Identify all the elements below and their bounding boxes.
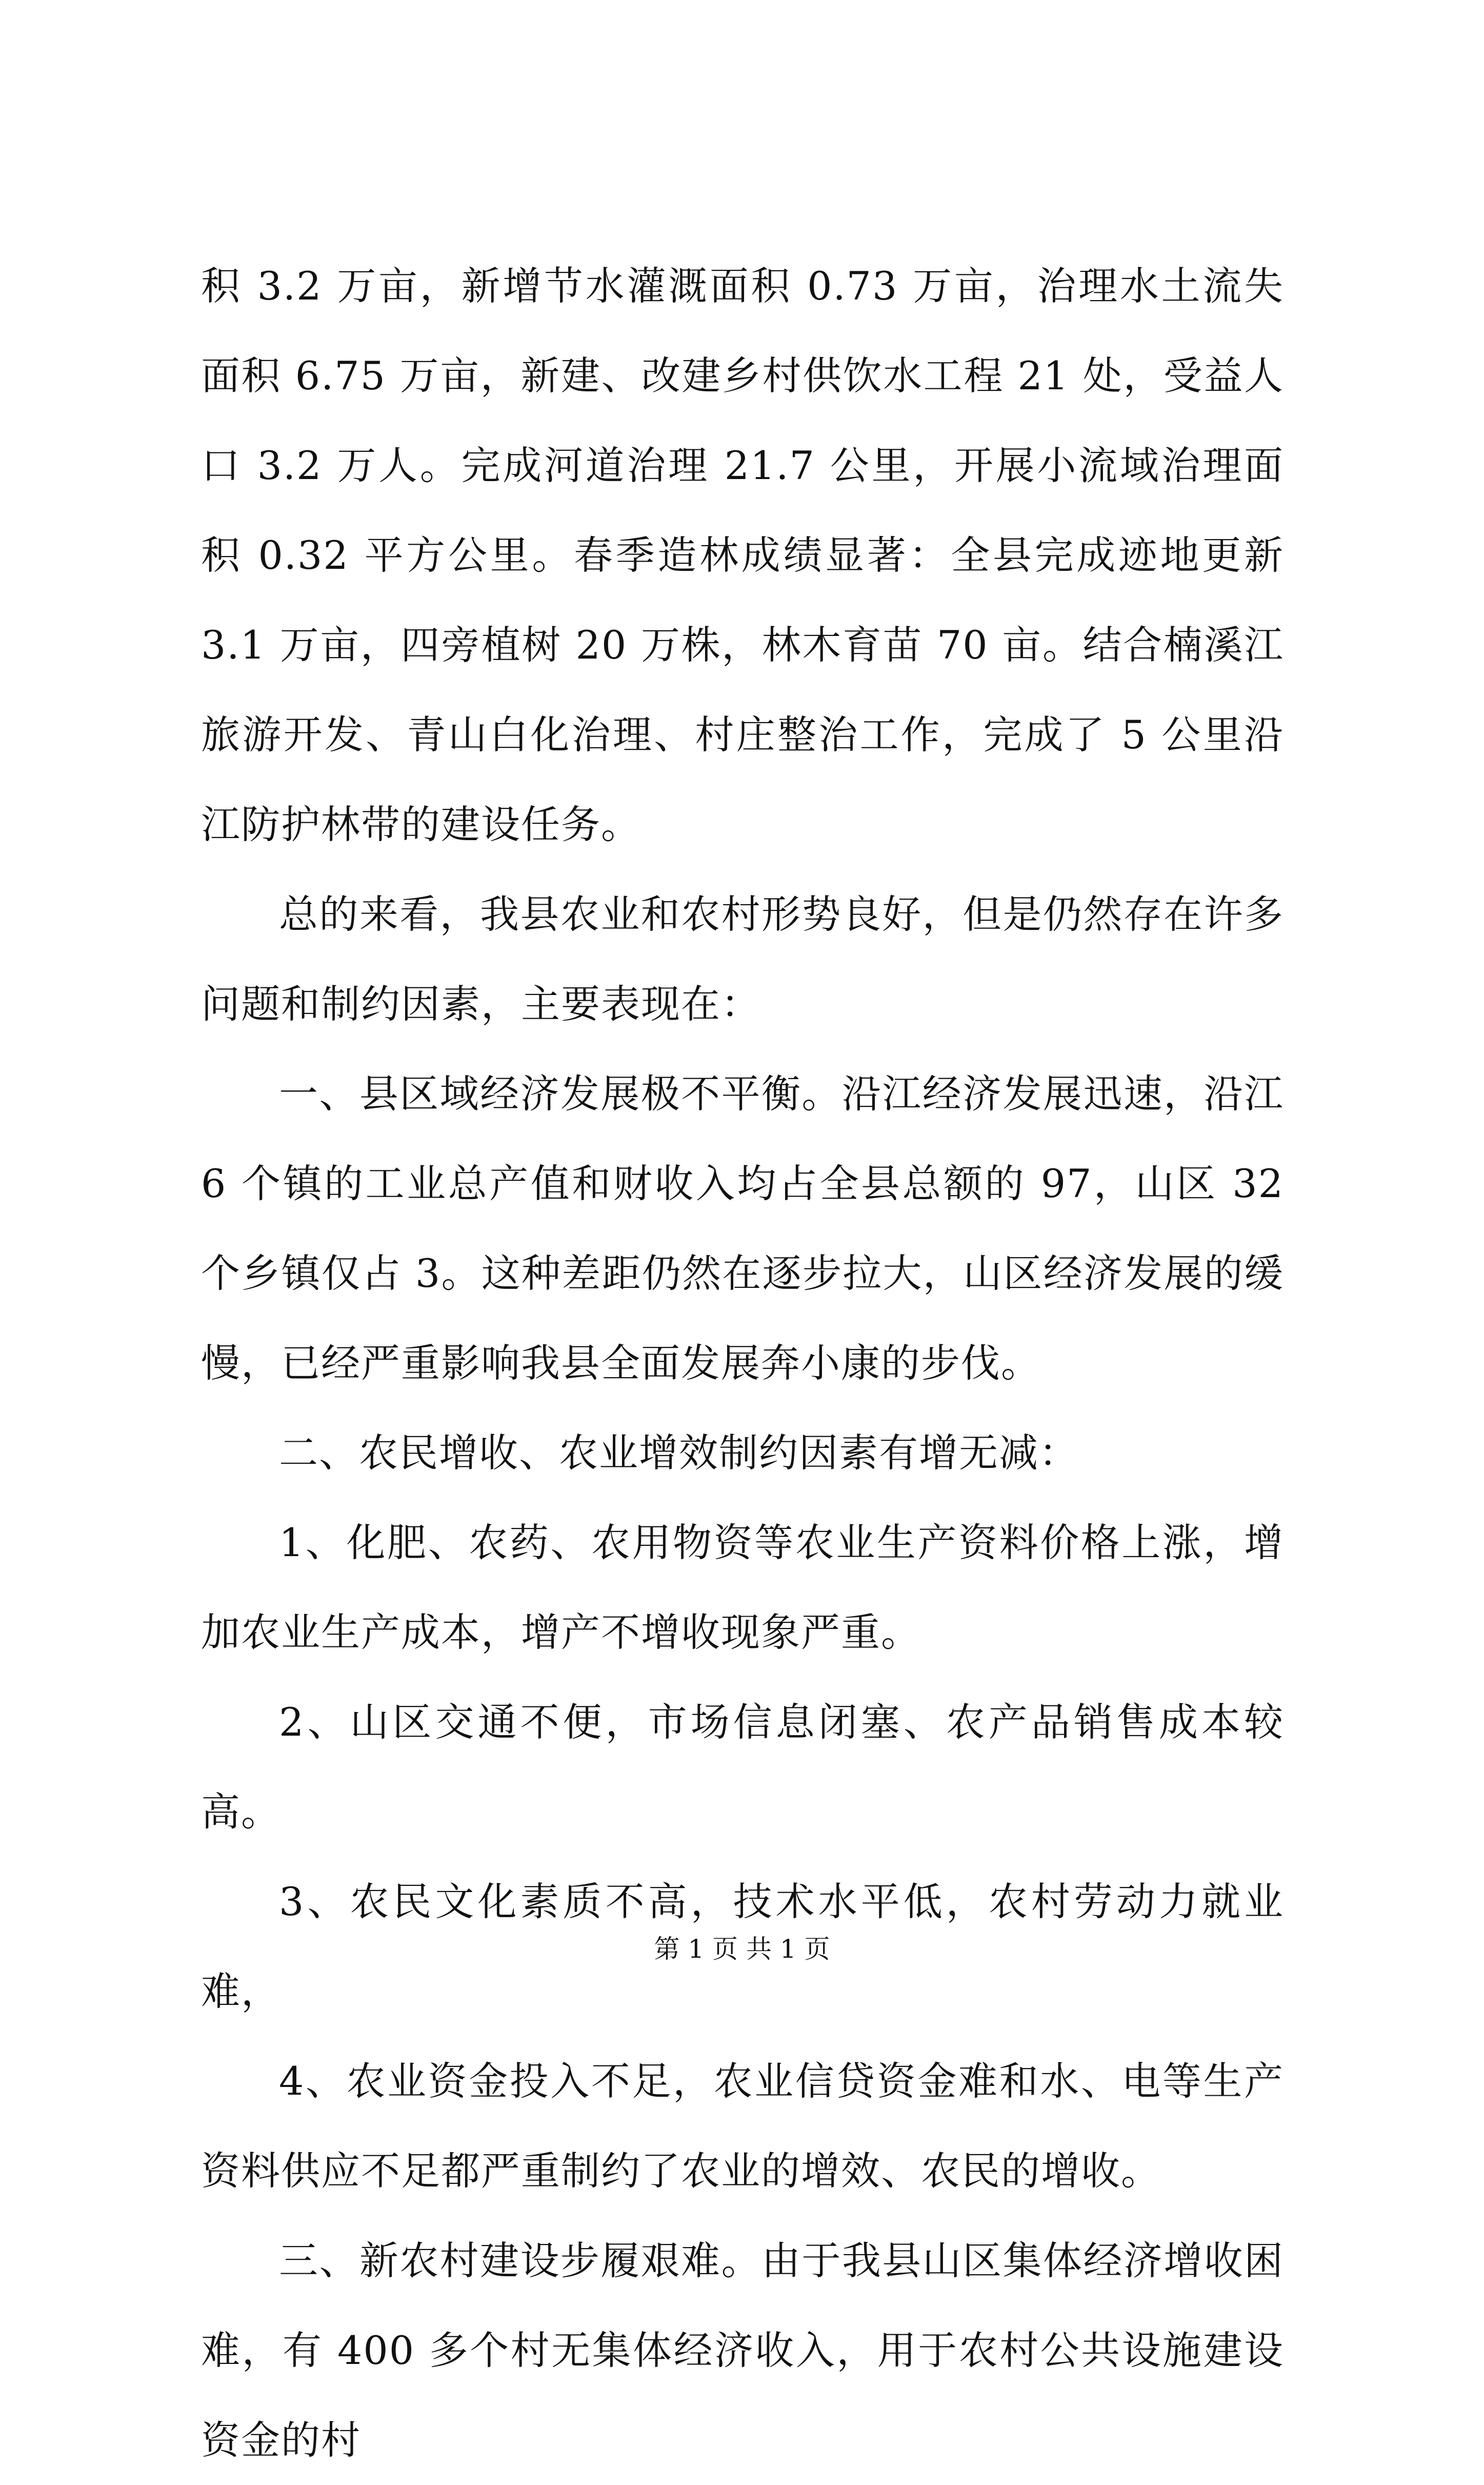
paragraph-8: 4、农业资金投入不足，农业信贷资金难和水、电等生产资料供应不足都严重制约了农业的增效、农民的增收。 <box>201 2058 1284 2194</box>
paragraph-9: 三、新农村建设步履艰难。由于我县山区集体经济增收困难，有 400 多个村无集体经济收入，用于农村公共设施建设资金的村 <box>201 2238 1284 2463</box>
page-footer: 第 1 页 共 1 页 <box>654 1934 830 1964</box>
paragraph-5: 1、化肥、农药、农用物资等农业生产资料价格上涨，增加农业生产成本，增产不增收现象严重。 <box>201 1520 1284 1655</box>
paragraph-3: 一、县区域经济发展极不平衡。沿江经济发展迅速，沿江 6 个镇的工业总产值和财收入均占全县总额的 97，山区 32 个乡镇仅占 3。这种差距仍然在逐步拉大，山区经济发展的缓慢，已经严重影响我县全面发展奔小康的步伐。 <box>201 1071 1284 1386</box>
paragraph-7: 3、农民文化素质不高，技术水平低，农村劳动力就业难， <box>201 1879 1284 2014</box>
paragraph-1: 积 3.2 万亩，新增节水灌溉面积 0.73 万亩，治理水土流失面积 6.75 万亩，新建、改建乡村供饮水工程 21 处，受益人口 3.2 万人。完成河道治理 21.7 公里，开展小流域治理面积 0.32 平方公里。春季造林成绩显著：全县完成迹地更新 3.1 万亩，四旁植树 20 万株，林木育苗 70 亩。结合楠溪江旅游开发、青山白化治理、村庄整治工作，完成了 5 公里沿江防护林带的建设任务。 <box>201 263 1284 847</box>
paragraph-4: 二、农民增收、农业增效制约因素有增无减： <box>279 1430 1079 1476</box>
document-body <box>201 241 1284 2485</box>
paragraph-2: 总的来看，我县农业和农村形势良好，但是仍然存在许多问题和制约因素，主要表现在： <box>201 891 1284 1027</box>
paragraph-6: 2、山区交通不便，市场信息闭塞、农产品销售成本较高。 <box>201 1699 1284 1835</box>
